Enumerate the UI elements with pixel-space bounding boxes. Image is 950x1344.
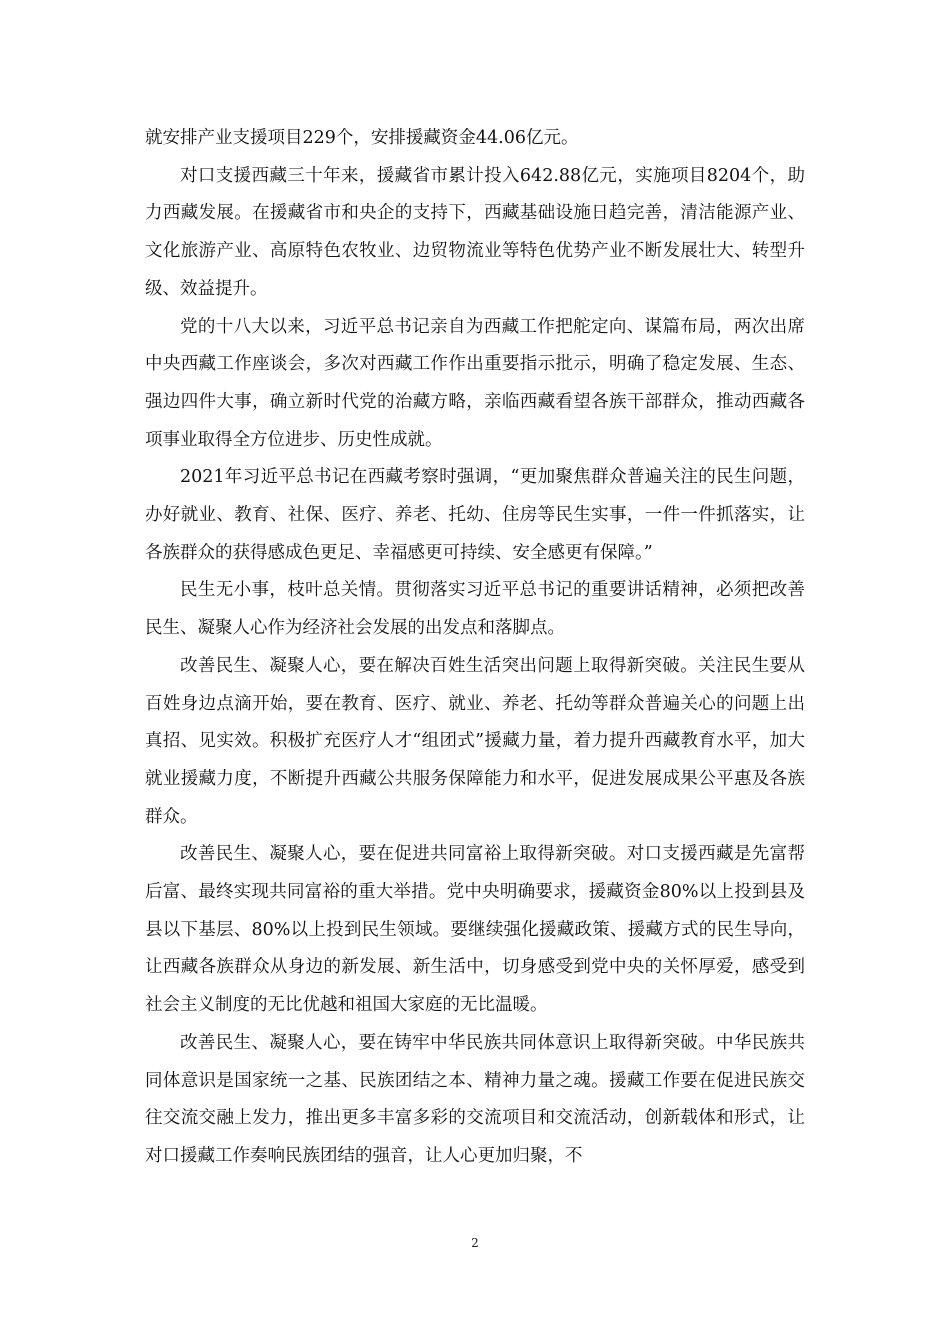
paragraph-1: 就安排产业支援项目229个，安排援藏资金44.06亿元。 (145, 128, 579, 148)
paragraph-5: 民生无小事，枝叶总关情。贯彻落实习近平总书记的重要讲话精神，必须把改善民生、凝聚人心作为经济社会发展的出发点和落脚点。 (145, 580, 805, 639)
document-body (145, 120, 805, 1176)
paragraph-6: 改善民生、凝聚人心，要在解决百姓生活突出问题上取得新突破。关注民生要从百姓身边点滴开始，要在教育、医疗、就业、养老、托幼等群众普遍关心的问题上出真招、见实效。积极扩充医疗人才“组团式”援藏力量，着力提升西藏教育水平，加大就业援藏力度，不断提升西藏公共服务保障能力和水平，促进发展成果公平惠及各族群众。 (145, 655, 805, 827)
paragraph-8: 改善民生、凝聚人心，要在铸牢中华民族共同体意识上取得新突破。中华民族共同体意识是国家统一之基、民族团结之本、精神力量之魂。援藏工作要在促进民族交往交流交融上发力，推出更多丰富多彩的交流项目和交流活动，创新载体和形式，让对口援藏工作奏响民族团结的强音，让人心更加归聚，不 (145, 1032, 805, 1166)
paragraph-4: 2021年习近平总书记在西藏考察时强调，“更加聚焦群众普遍关注的民生问题，办好就业、教育、社保、医疗、养老、托幼、住房等民生实事，一件一件抓落实，让各族群众的获得感成色更足、幸福感更可持续、安全感更有保障。” (145, 467, 805, 563)
paragraph-7: 改善民生、凝聚人心，要在促进共同富裕上取得新突破。对口支援西藏是先富帮后富、最终实现共同富裕的重大举措。党中央明确要求，援藏资金80%以上投到县及县以下基层、80%以上投到民生领域。要继续强化援藏政策、援藏方式的民生导向，让西藏各族群众从身边的新发展、新生活中，切身感受到党中央的关怀厚爱，感受到社会主义制度的无比优越和祖国大家庭的无比温暖。 (145, 844, 805, 1016)
paragraph-3: 党的十八大以来，习近平总书记亲自为西藏工作把舵定向、谋篇布局，两次出席中央西藏工作座谈会，多次对西藏工作作出重要指示批示，明确了稳定发展、生态、强边四件大事，确立新时代党的治藏方略，亲临西藏看望各族干部群众，推动西藏各项事业取得全方位进步、历史性成就。 (145, 316, 805, 450)
page-number: 2 (471, 1236, 479, 1250)
paragraph-2: 对口支援西藏三十年来，援藏省市累计投入642.88亿元，实施项目8204个，助力西藏发展。在援藏省市和央企的支持下，西藏基础设施日趋完善，清洁能源产业、文化旅游产业、高原特色农牧业、边贸物流业等特色优势产业不断发展壮大、转型升级、效益提升。 (145, 165, 805, 299)
